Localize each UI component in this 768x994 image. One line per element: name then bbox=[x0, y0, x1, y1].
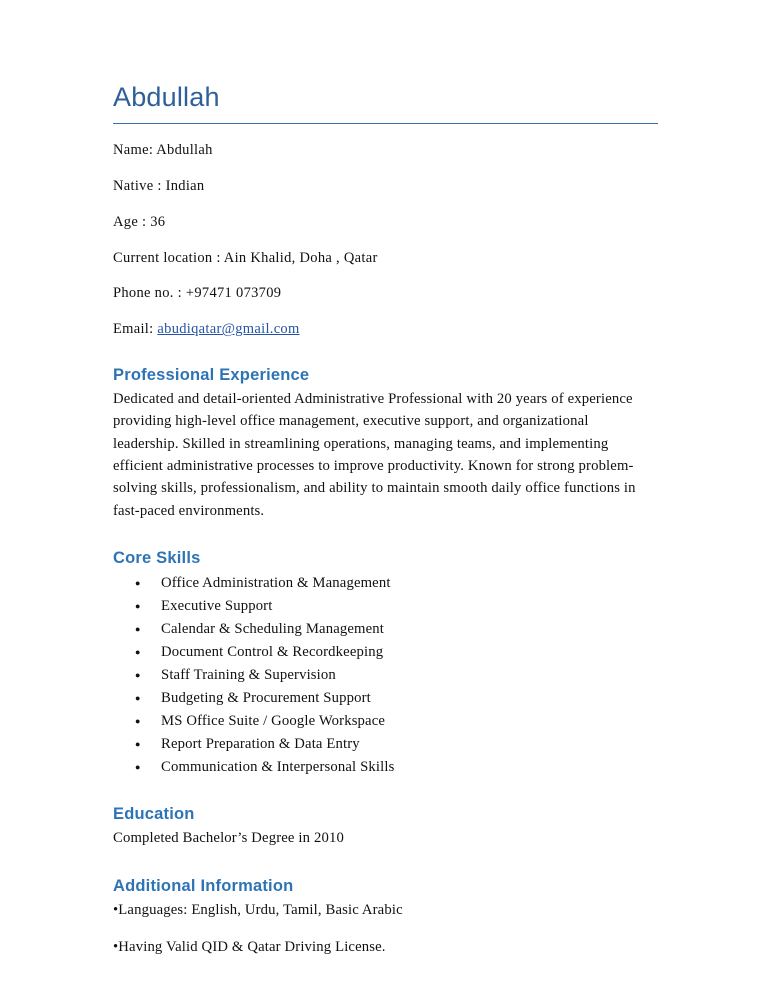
page-title: Abdullah bbox=[113, 82, 220, 112]
professional-experience-paragraph: Dedicated and detail-oriented Administrative Professional with 20 years of experience providing high-level office management, executive support, and organizational leadership. Skilled in streamlining operations, managing teams, and implementing efficient administrative processes to improve productivity. Known for strong problem-solving skills, professionalism, and ability to maintain smooth daily office functions in fast-paced environments. bbox=[113, 391, 636, 519]
resume-content bbox=[113, 82, 658, 958]
list-item: ● Report Preparation & Data Entry bbox=[113, 733, 658, 756]
section-heading-core-skills: Core Skills bbox=[113, 549, 201, 568]
section-core-skills bbox=[113, 549, 658, 778]
contact-name: Name: Abdullah bbox=[113, 142, 213, 159]
list-item: ● Office Administration & Management bbox=[113, 572, 658, 595]
contact-phone: Phone no. : +97471 073709 bbox=[113, 285, 282, 302]
contact-native: Native : Indian bbox=[113, 177, 205, 194]
email-label: Email: bbox=[113, 321, 154, 338]
contact-location: Current location : Ain Khalid, Doha , Qatar bbox=[113, 249, 378, 266]
additional-info-license: •Having Valid QID & Qatar Driving License. bbox=[113, 938, 386, 955]
email-link[interactable]: abudiqatar@gmail.com bbox=[157, 321, 300, 338]
list-item: ● Budgeting & Procurement Support bbox=[113, 687, 658, 710]
section-education bbox=[113, 805, 658, 849]
list-item: ● MS Office Suite / Google Workspace bbox=[113, 710, 658, 733]
title-divider bbox=[113, 123, 658, 124]
list-item: ● Calendar & Scheduling Management bbox=[113, 618, 658, 641]
list-item: ● Executive Support bbox=[113, 595, 658, 618]
list-item: ● Staff Training & Supervision bbox=[113, 664, 658, 687]
list-item: ● Communication & Interpersonal Skills bbox=[113, 756, 658, 779]
section-professional-experience bbox=[113, 366, 658, 522]
contact-email-line bbox=[113, 320, 658, 339]
section-heading-education: Education bbox=[113, 805, 195, 824]
section-heading-professional-experience: Professional Experience bbox=[113, 366, 310, 385]
contact-age: Age : 36 bbox=[113, 213, 166, 230]
additional-info-languages: •Languages: English, Urdu, Tamil, Basic Arabic bbox=[113, 901, 403, 918]
core-skills-list bbox=[113, 572, 658, 778]
section-heading-additional-information: Additional Information bbox=[113, 876, 294, 895]
list-item: ● Document Control & Recordkeeping bbox=[113, 641, 658, 664]
education-text: Completed Bachelor’s Degree in 2010 bbox=[113, 830, 344, 847]
section-additional-information bbox=[113, 877, 658, 958]
